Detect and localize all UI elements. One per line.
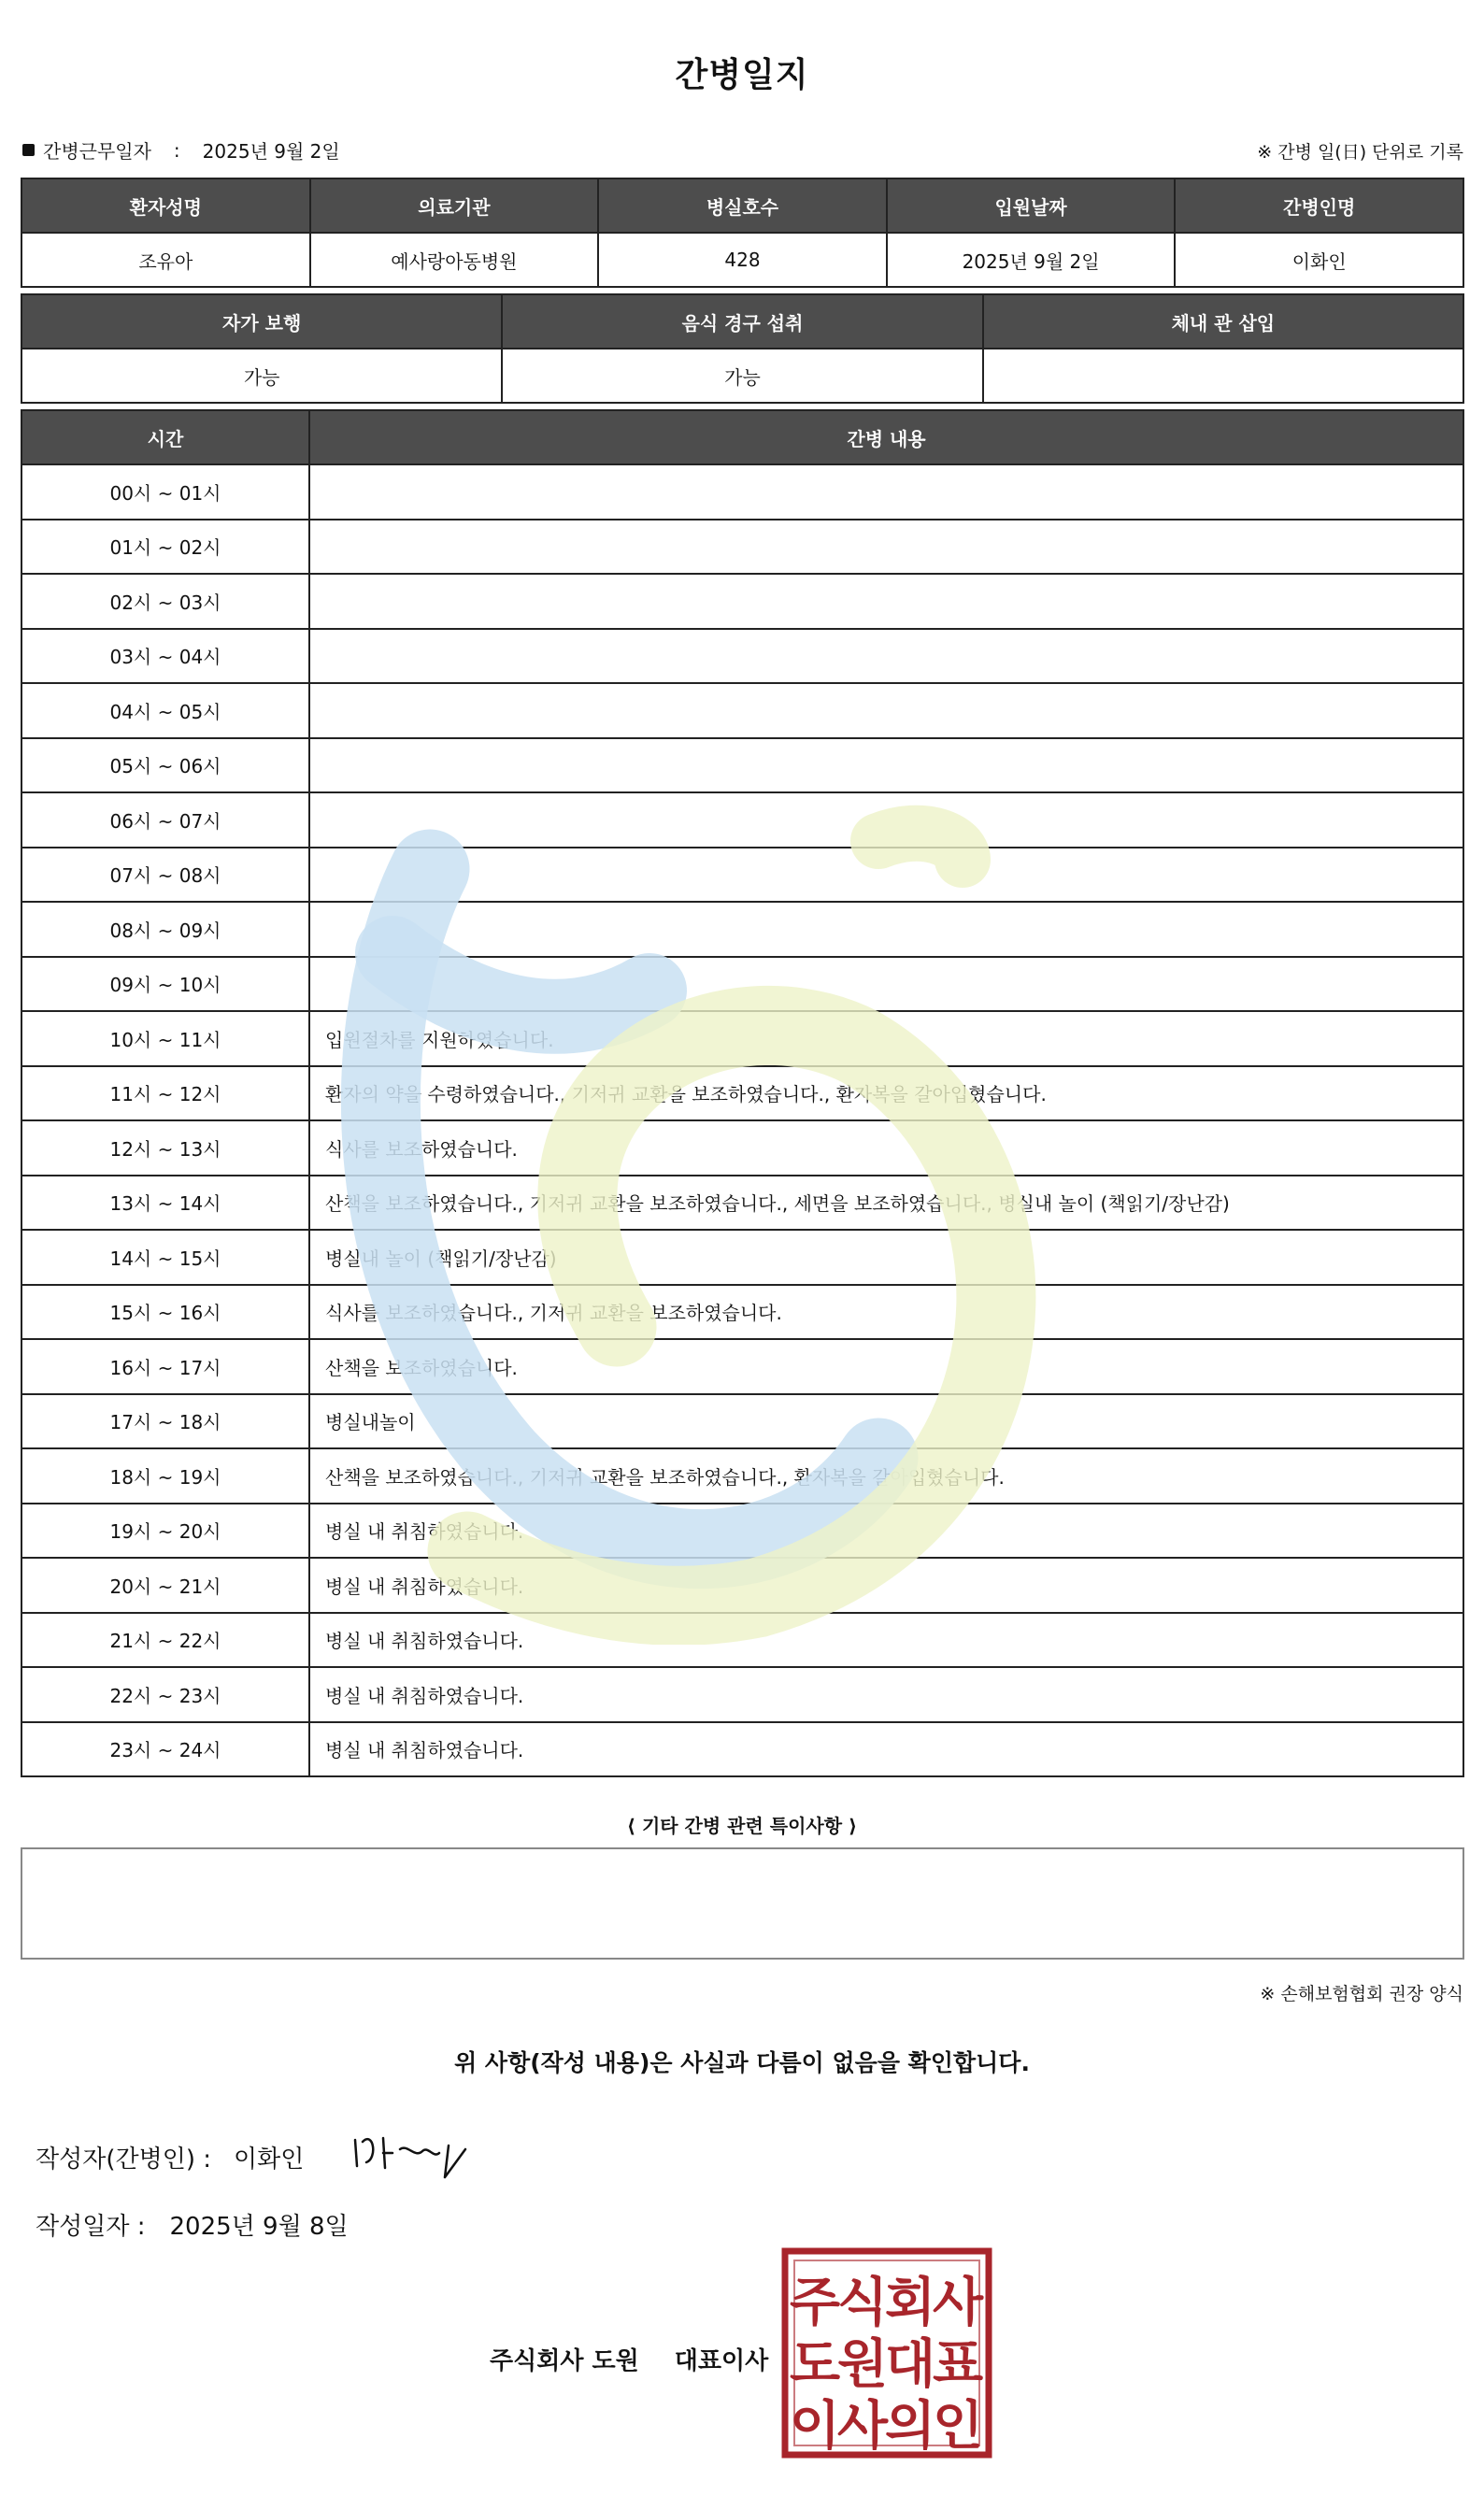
- care-log-content: 병실 내 취침하였습니다.: [309, 1722, 1463, 1777]
- work-date-value: 2025년 9월 2일: [202, 140, 340, 163]
- care-log-row: [21, 1230, 1463, 1285]
- care-log-content: [309, 738, 1463, 793]
- care-log-row: [21, 629, 1463, 684]
- care-log-row: [21, 520, 1463, 575]
- care-log-content: 병실내 놀이 (책읽기/장난감): [309, 1230, 1463, 1285]
- care-log-row: [21, 1120, 1463, 1176]
- care-log-table: [21, 409, 1464, 1777]
- care-log-row: [21, 683, 1463, 738]
- seal-glyph: 인: [932, 2396, 984, 2457]
- care-log-time: 18시 ~ 19시: [21, 1448, 309, 1504]
- seal-glyph: 사: [836, 2396, 889, 2457]
- care-log-content: [309, 574, 1463, 629]
- care-log-content: 병실 내 취침하였습니다.: [309, 1558, 1463, 1613]
- header-time: 시간: [21, 410, 309, 464]
- care-log-time: 11시 ~ 12시: [21, 1066, 309, 1121]
- seal-glyph: 이: [789, 2396, 841, 2457]
- care-log-content: 산책을 보조하였습니다., 기저귀 교환을 보조하였습니다., 세면을 보조하였습니다., 병실내 놀이 (책읽기/장난감): [309, 1176, 1463, 1231]
- caregiver-name: 이화인: [1175, 233, 1463, 287]
- care-log-time: 04시 ~ 05시: [21, 683, 309, 738]
- write-date-line: [36, 2207, 349, 2242]
- confirmation-statement: 위 사항(작성 내용)은 사실과 다름이 없음을 확인합니다.: [454, 2049, 1030, 2076]
- seal-glyph: 주: [789, 2273, 841, 2333]
- patient-name: 조유아: [21, 233, 310, 287]
- room-number: 428: [598, 233, 887, 287]
- care-log-content: 산책을 보조하였습니다., 기저귀 교환을 보조하였습니다., 환자복을 갈아입혔습니다.: [309, 1448, 1463, 1504]
- header-caregiver-name: 간병인명: [1175, 178, 1463, 233]
- care-log-row: [21, 792, 1463, 848]
- seal-glyph: 대: [884, 2334, 936, 2395]
- header-room-number: 병실호수: [598, 178, 887, 233]
- care-log-row: [21, 1558, 1463, 1613]
- care-log-time: 21시 ~ 22시: [21, 1613, 309, 1668]
- care-log-time: 16시 ~ 17시: [21, 1339, 309, 1394]
- care-log-content: 병실 내 취침하였습니다.: [309, 1613, 1463, 1668]
- self-walking-value: 가능: [21, 349, 502, 403]
- care-log-content: 식사를 보조하였습니다., 기저귀 교환을 보조하였습니다.: [309, 1285, 1463, 1340]
- care-log-row: [21, 848, 1463, 903]
- care-log-time: 06시 ~ 07시: [21, 792, 309, 848]
- care-log-time: 13시 ~ 14시: [21, 1176, 309, 1231]
- care-log-time: 00시 ~ 01시: [21, 464, 309, 520]
- care-log-row: [21, 1613, 1463, 1668]
- care-log-time: 08시 ~ 09시: [21, 902, 309, 957]
- care-log-content: [309, 902, 1463, 957]
- care-log-row: [21, 1394, 1463, 1449]
- header-hospital: 의료기관: [310, 178, 599, 233]
- care-log-row: [21, 957, 1463, 1012]
- write-date-value: 2025년 9월 8일: [169, 2213, 349, 2241]
- care-log-row: [21, 1667, 1463, 1722]
- care-log-row: [21, 738, 1463, 793]
- care-log-time: 05시 ~ 06시: [21, 738, 309, 793]
- seal-glyph: 회: [884, 2273, 936, 2333]
- care-log-time: 15시 ~ 16시: [21, 1285, 309, 1340]
- care-log-content: [309, 848, 1463, 903]
- care-log-row: [21, 1285, 1463, 1340]
- write-date-label: 작성일자 :: [36, 2213, 146, 2241]
- work-date-label: 간병근무일자: [43, 140, 151, 163]
- care-log-time: 20시 ~ 21시: [21, 1558, 309, 1613]
- patient-info-table: [21, 178, 1464, 288]
- care-log-time: 22시 ~ 23시: [21, 1667, 309, 1722]
- care-log-time: 09시 ~ 10시: [21, 957, 309, 1012]
- care-log-time: 03시 ~ 04시: [21, 629, 309, 684]
- company-line: [490, 2342, 768, 2376]
- care-log-content: [309, 464, 1463, 520]
- header-tube-insertion: 체내 관 삽입: [983, 294, 1463, 349]
- seal-glyph: 의: [884, 2396, 936, 2457]
- care-log-content: 병실 내 취침하였습니다.: [309, 1504, 1463, 1559]
- care-log-row: [21, 1448, 1463, 1504]
- care-log-content: 식사를 보조하였습니다.: [309, 1120, 1463, 1176]
- care-log-content: 입원절차를 지원하였습니다.: [309, 1011, 1463, 1066]
- work-date-line: [22, 136, 340, 164]
- header-admission-date: 입원날짜: [887, 178, 1176, 233]
- care-log-row: [21, 574, 1463, 629]
- seal-glyph: 사: [932, 2273, 984, 2333]
- care-log-time: 14시 ~ 15시: [21, 1230, 309, 1285]
- special-notes-title: ⟨ 기타 간병 관련 특이사항 ⟩: [626, 1815, 858, 1837]
- care-log-content: [309, 683, 1463, 738]
- page-title: 간병일지: [675, 56, 809, 94]
- care-log-time: 12시 ~ 13시: [21, 1120, 309, 1176]
- care-log-row: [21, 1176, 1463, 1231]
- daily-record-note: ※ 간병 일(日) 단위로 기록: [1257, 142, 1463, 163]
- company-seal-icon: [781, 2247, 992, 2459]
- care-log-time: 10시 ~ 11시: [21, 1011, 309, 1066]
- writer-line: [36, 2140, 304, 2174]
- care-log-content: [309, 520, 1463, 575]
- care-log-time: 07시 ~ 08시: [21, 848, 309, 903]
- recommended-form-note: ※ 손해보험협회 권장 양식: [1260, 1984, 1463, 2004]
- care-log-content: [309, 792, 1463, 848]
- header-oral-intake: 음식 경구 섭취: [502, 294, 982, 349]
- care-log-row: [21, 464, 1463, 520]
- care-log-row: [21, 1339, 1463, 1394]
- care-log-row: [21, 1066, 1463, 1121]
- care-log-content: 병실 내 취침하였습니다.: [309, 1667, 1463, 1722]
- company-role: 대표이사: [674, 2347, 769, 2375]
- care-log-content: [309, 957, 1463, 1012]
- patient-status-table: [21, 293, 1464, 404]
- company-name: 주식회사 도원: [490, 2347, 639, 2375]
- care-log-time: 19시 ~ 20시: [21, 1504, 309, 1559]
- seal-glyph: 원: [836, 2334, 889, 2395]
- care-log-row: [21, 902, 1463, 957]
- writer-name: 이화인: [234, 2146, 305, 2174]
- care-log-content: 병실내놀이: [309, 1394, 1463, 1449]
- care-log-content: 산책을 보조하였습니다.: [309, 1339, 1463, 1394]
- work-date-separator: :: [173, 138, 180, 162]
- seal-glyph: 식: [836, 2273, 889, 2333]
- tube-insertion-value: [983, 349, 1463, 403]
- seal-glyph: 표: [932, 2334, 984, 2395]
- seal-glyph: 도: [789, 2334, 841, 2395]
- header-patient-name: 환자성명: [21, 178, 310, 233]
- header-care-content: 간병 내용: [309, 410, 1463, 464]
- special-notes-box: [21, 1847, 1464, 1960]
- bullet-square-icon: [22, 144, 35, 156]
- care-log-time: 01시 ~ 02시: [21, 520, 309, 575]
- header-self-walking: 자가 보행: [21, 294, 502, 349]
- care-log-content: [309, 629, 1463, 684]
- care-log-row: [21, 1011, 1463, 1066]
- care-log-content: 환자의 약을 수령하였습니다., 기저귀 교환을 보조하였습니다., 환자복을 갈아입혔습니다.: [309, 1066, 1463, 1121]
- hospital-name: 예사랑아동병원: [310, 233, 599, 287]
- oral-intake-value: 가능: [502, 349, 982, 403]
- care-log-row: [21, 1504, 1463, 1559]
- care-log-row: [21, 1722, 1463, 1777]
- care-log-time: 02시 ~ 03시: [21, 574, 309, 629]
- signature-icon: [346, 2121, 495, 2187]
- care-log-time: 17시 ~ 18시: [21, 1394, 309, 1449]
- writer-label: 작성자(간병인) :: [36, 2146, 212, 2174]
- care-log-time: 23시 ~ 24시: [21, 1722, 309, 1777]
- admission-date: 2025년 9월 2일: [887, 233, 1176, 287]
